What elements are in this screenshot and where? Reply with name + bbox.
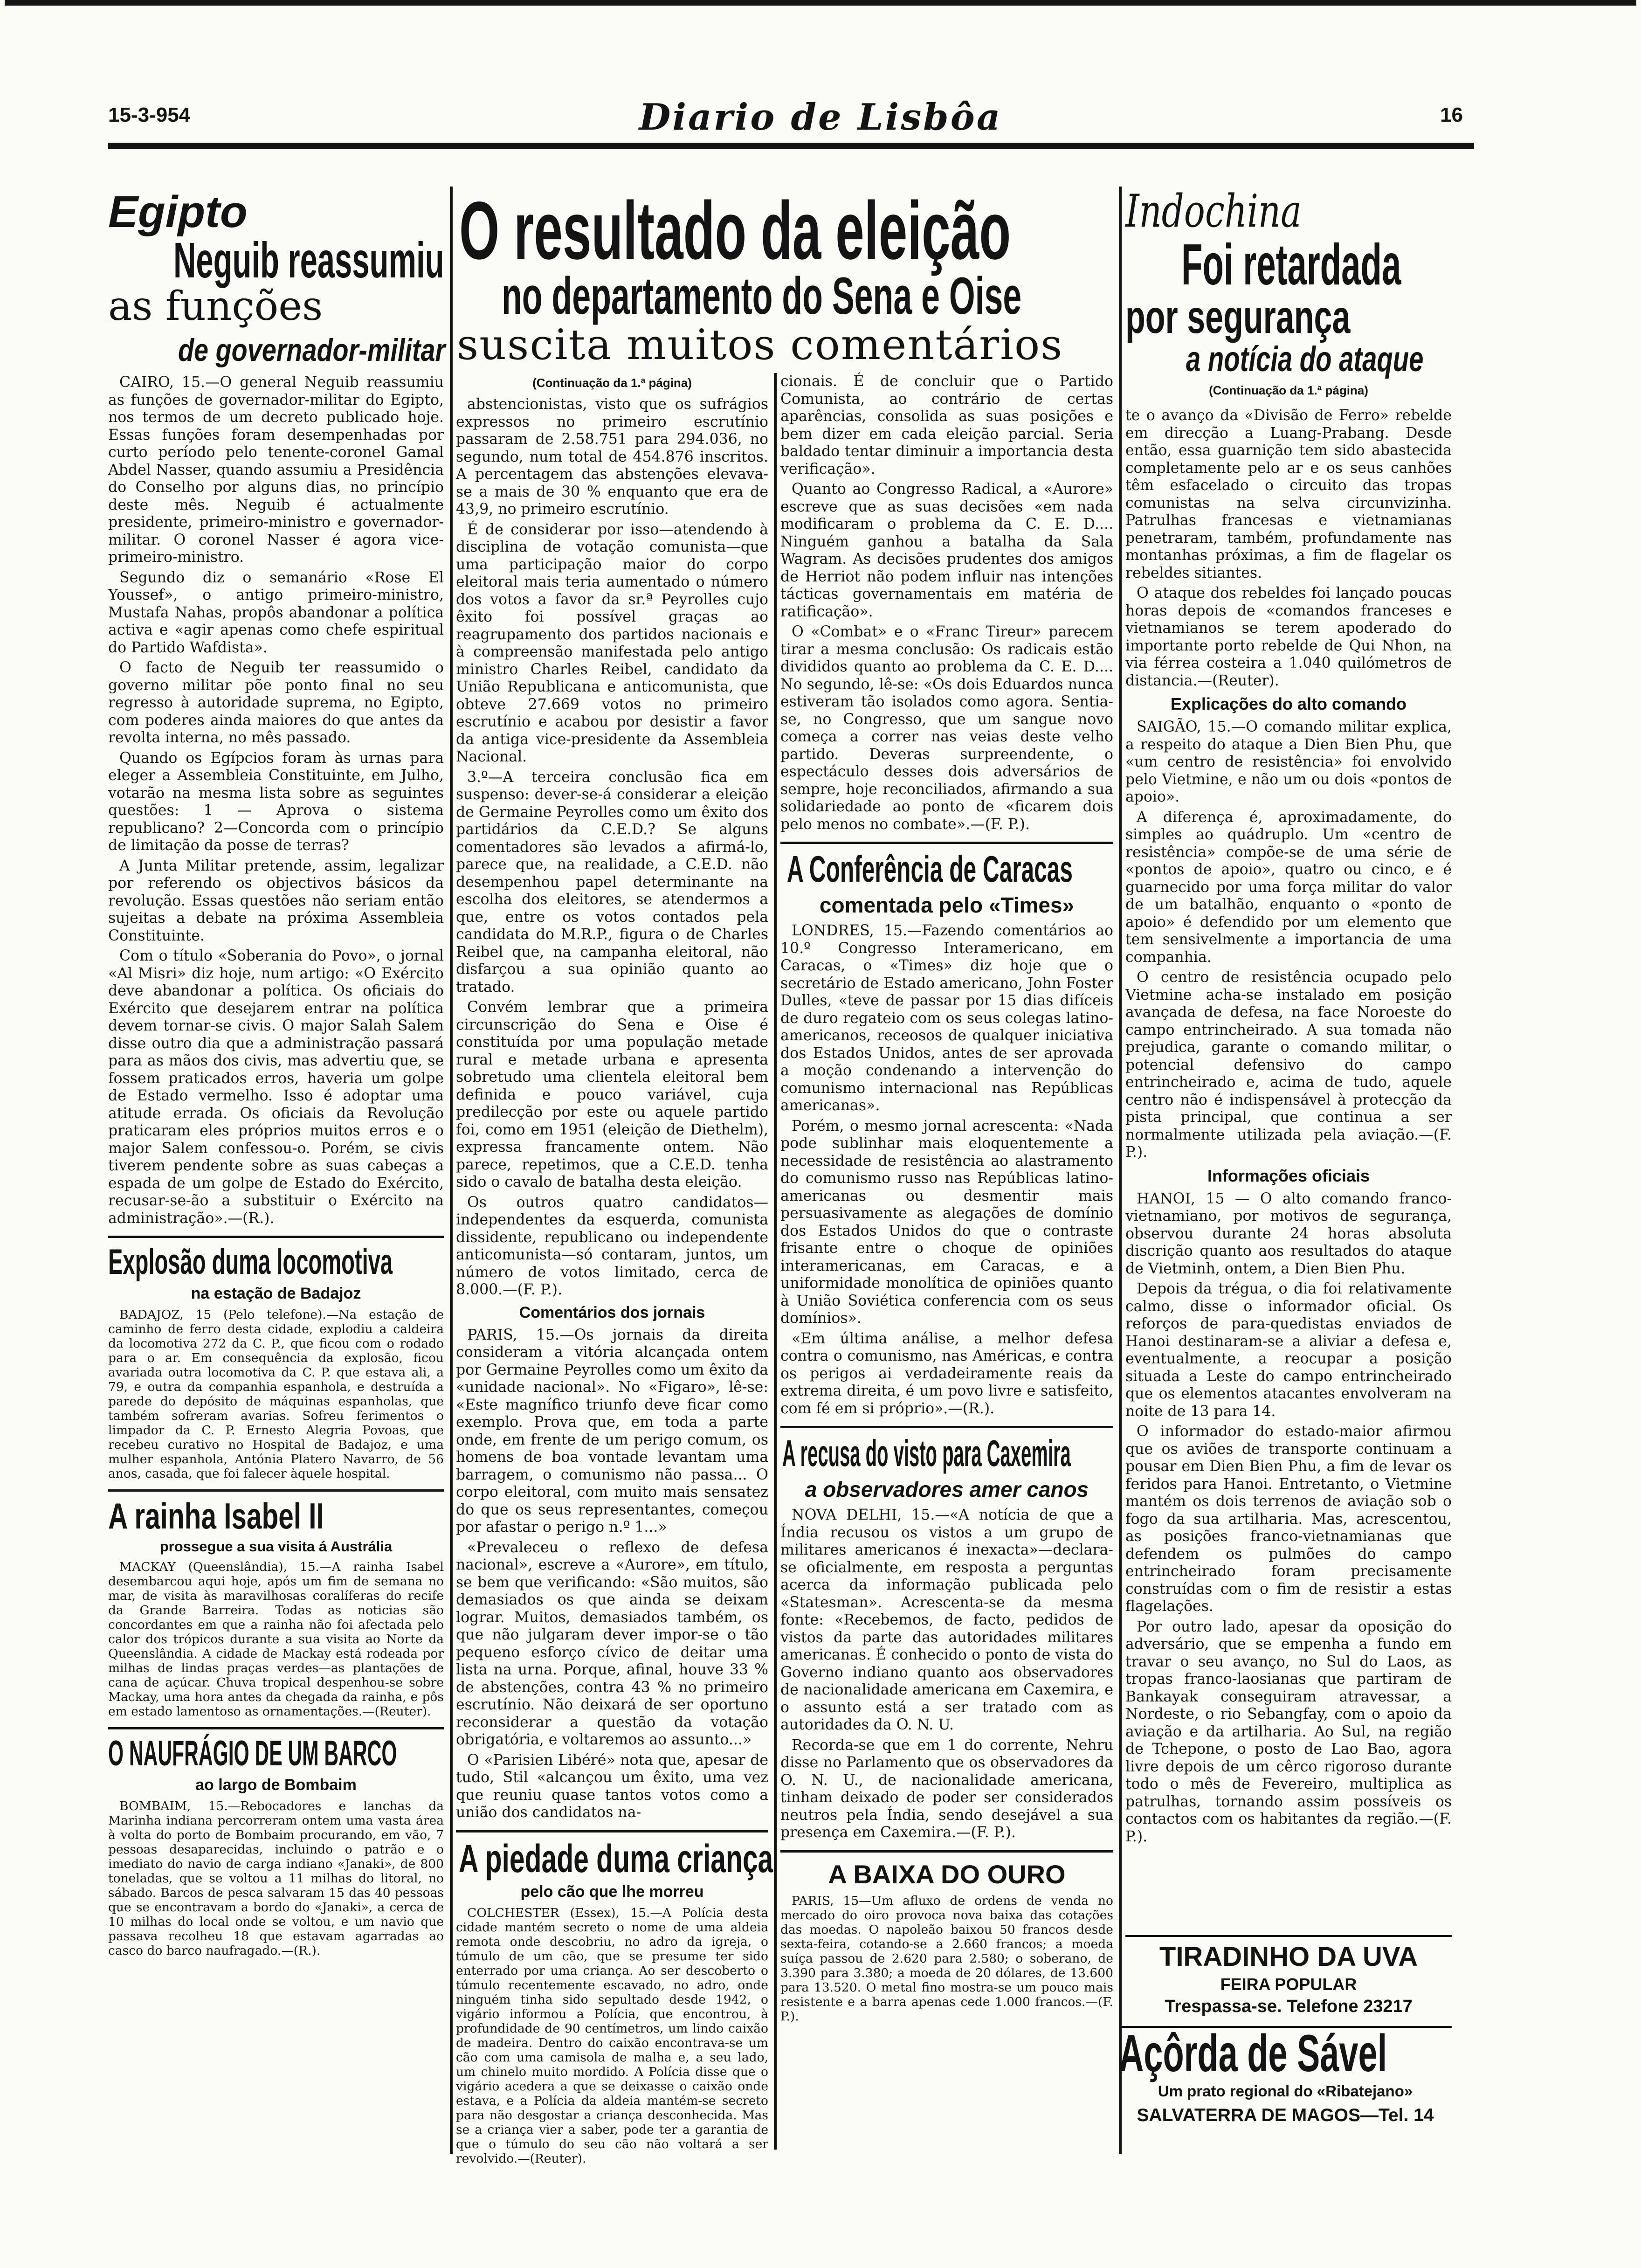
queen-text: MACKAY (Queenslândia), 15.—A rainha Isabel desembarcou aqui hoje, após um fim de semana no mar, de visita às maravilhosas coralíferas do recife da Grande Barreira. Todas as noticias são concordantes em que a rainha não foi afectada pelo calor dos trópicos durante a sua visita ao Norte da Queenslândia. A cidade de Mackay está rodeada por milhas de lindas praças verdes—as plantações de cana de açúcar. Chuva tropical despenhou-se sobre Mackay, uma hora antes da chegada da rainha, e pôs em estado lamentoso as ornamentações.—(Reuter). [108, 1560, 444, 1719]
indochina-head-1: Foi retardada [1181, 233, 1401, 297]
indochina-para: Por outro lado, apesar da oposição do adversário, que se empenha a fundo em travar o seu avanço, no Sul do Laos, as tropas franco-laosianas que partiram de Bankayak conseguiram atravessar, a Nordeste, o rio Sebangfay, com o apoio da aviação e da artilharia. Ao Sul, na região de Tchepone, o posto de Lao Bao, agora livre depois de um cêrco rigoroso durante todo o mês de Fevereiro, multiplica as patrulhas, tornando assim possíveis os contactos com os habitantes da região.—(F. P.). [1125, 1618, 1452, 1845]
caracas-headline: A Conferência de Caracas [787, 848, 1073, 890]
continuation-note: (Continuação da 1.ª página) [1209, 383, 1368, 397]
center-right-column [780, 373, 1113, 2150]
egypt-para: Com o título «Soberania do Povo», o jornal «Al Misri» diz hoje, num artigo: «O Exército deve abandonar a política. Os oficiais do Exército que desejarem entrar na política devem tornar-se civis. O major Salah Salem disse outro dia que a administração passará para as mãos dos civis, mas advertiu que, se fossem praticados erros, haveria um golpe de Estado vermelho. Isso é adoptar uma atitude errada. Os oficiais da Revolução praticaram eles próprios muitos erros e o major Salem confessou-o. Porém, se civis tiverem pendente sobre as suas cabeças a espada de um golpe de Estado do Exército, recusar-se-ão a substituir o Exército na administração».—(R.). [108, 947, 444, 1227]
divider [456, 1830, 768, 1832]
indochina-head-2: por segurança [1125, 291, 1351, 343]
egypt-kicker: Egipto [108, 187, 248, 237]
caracas-para: LONDRES, 15.—Fazendo comentários ao 10.º Congresso Interamericano, em Caracas, o «Times» diz hoje que o secretário de Estado americano, John Foster Dulles, «teve de passar por 15 dias difíceis de duro regateio com os seus colegas latino-americanos, receosos de qualquer iniciativa dos Estados Unidos, antes de ser aprovada a moção condenando a intervenção do comunismo internacional nas Repúblicas americanas». [780, 922, 1113, 1114]
election-para: abstencionistas, visto que os sufrágios expressos no primeiro escrutínio passaram de 2.58.751 para 294.036, no segundo, num total de 454.876 inscritos. A percentagem das abstenções elevava-se a mais de 30 % enquanto que era de 43,9, no primeiro escrutínio. [456, 396, 768, 518]
indochina-para: O ataque dos rebeldes foi lançado poucas horas depois de «comandos franceses e vietnamianos se terem apoderado do importante porto rebelde de Qui Nhon, na via férrea costeira a 1.040 quilómetros de distancia.—(Reuter). [1125, 585, 1452, 689]
indochina-para: O informador do estado-maior afirmou que os aviões de transporte continuam a pousar em Dien Bien Phu, a fim de levar os feridos para Hanoi. Entretanto, o Vietmine mantém os dois terrenos de aviação sob o fogo da sua artilharia. Mas, acrescentou, as posições franco-vietnamianas que defendem os pulmões do campo entrincheirado foram precisamente construídas com o fim de resistir a estas flagelações. [1125, 1423, 1452, 1615]
egypt-head-1: Neguib reassumiu [173, 232, 444, 288]
election-head-1: O resultado da eleição [459, 185, 1011, 277]
queen-subhead: prossegue a sua visita á Austrália [159, 1538, 393, 1555]
explosion-subhead: na estação de Badajoz [191, 1285, 361, 1302]
divider [108, 1236, 444, 1238]
column-rule-1 [450, 187, 453, 2154]
ship-subhead: ao largo de Bombaim [195, 1776, 357, 1794]
indochina-para: A diferença é, aproximadamente, do simples ao quádruplo. Um «centro de resistência» compõe-se de uma série de «pontos de apoio», quatro ou cinco, e é guarnecido por uma força militar do valor de um batalhão, enquanto o «ponto de apoio» é defendido por um elemento que tem sensivelmente a importancia de uma companhia. [1125, 809, 1452, 966]
explanations-subhead: Explicações do alto comando [1170, 694, 1407, 713]
indochina-para: Depois da trégua, o dia foi relativamente calmo, disse o informador oficial. Os reforços de para-quedistas enviados de Hanoi destinaram-se a aliviar a defesa e, eventualmente, a reocupar a posição situada a Leste do campo entrincheirado que os elementos atacantes envolveram na noite de 13 para 14. [1125, 1280, 1452, 1420]
election-para: Os outros quatro candidatos—independentes da esquerda, comunista dissidente, republicano ou independente anticomunista—só contaram, juntos, um número de votos limitado, cerca de 8.000.—(F. P.). [456, 1194, 768, 1298]
header-rule [108, 143, 1474, 149]
ad-tiradinho-line: Trespassa-se. Telefone 23217 [1165, 1997, 1413, 2016]
election-head-3: suscita muitos comentários [457, 320, 1063, 369]
page-number: 16 [1440, 104, 1463, 126]
election-para: Quanto ao Congresso Radical, a «Aurore» escreve que as suas decisões «em nada modificaram o problema da C. E. D.... Ninguém ganhou a batalha da Sala Wagram. As decisões prudentes dos amigos de Herriot não podem influir nas intenções tácticas governamentais em matéria de ratificação». [780, 481, 1113, 620]
newspapers-subhead: Comentários dos jornais [519, 1303, 705, 1321]
divider [780, 1426, 1113, 1428]
ad-tiradinho-title: TIRADINHO DA UVA [1159, 1942, 1418, 1972]
ad-acorda-sub: Um prato regional do «Ribatejano» [1158, 2082, 1413, 2100]
ad-acorda-line: SALVATERRA DE MAGOS—Tel. 14 [1137, 2105, 1434, 2125]
ad-tiradinho-sub: FEIRA POPULAR [1220, 1975, 1357, 1994]
continuation-note: (Continuação da 1.ª página) [532, 376, 692, 390]
divider [108, 1489, 444, 1492]
visa-subhead: a observadores amer canos [805, 1477, 1089, 1501]
gold-headline: A BAIXA DO OURO [828, 1859, 1066, 1889]
divider [780, 1850, 1113, 1853]
center-left-column [456, 373, 773, 2166]
election-para: É de considerar por isso—atendendo à disciplina de votação comunista—que uma participação maior do corpo eleitoral mais teria aumentado o número dos votos a favor da sr.ª Peyrolles cujo êxito foi possível graças ao reagrupamento dos partidos nacionais e à compreensão manifestada pelo antigo ministro Charles Reibel, candidato da União Republicana e anticomunista, que obteve 27.669 votos no primeiro escrutínio e acabou por desistir a favor da antiga vice-presidente da Assembleia Nacional. [456, 521, 768, 765]
right-column [1125, 187, 1452, 2154]
ad-tiradinho [1125, 1935, 1452, 2026]
ship-text: BOMBAIM, 15.—Rebocadores e lanchas da Marinha indiana percorreram ontem uma vasta área à volta do porto de Bombaim procurando, em vão, 7 pessoas desaparecidas, incluindo o patrão e o imediato do navio de carga indiano «Janaki», de 800 toneladas, que se voltou a 11 milhas do litoral, no sábado. Barcos de pesca salvaram 15 das 40 pessoas que se encontravam a bordo do «Janaki», a cerca de 10 milhas do local onde se voltou, e um navio que passava recolheu 18 que estavam agarradas ao casco do barco naufragado.—(R.). [108, 1799, 444, 1958]
gold-text: PARIS, 15—Um afluxo de ordens de venda no mercado do oiro provoca nova baixa das cotações das moedas. O napoleão baixou 50 francos desde sexta-feira, cotando-se a 2.660 francos; a moeda suíça passou de 2.620 para 2.580; o soberano, de 3.390 para 3.380; a moeda de 20 dólares, de 13.600 para 13.520. O metal fino mostra-se um pouco mais resistente e a barra apenas cede 1.000 francos.—(F. P.). [780, 1893, 1113, 2024]
column-rule-2 [774, 373, 777, 2150]
indochina-para: SAIGÃO, 15.—O comando militar explica, a respeito do ataque a Dien Bien Phu, que «um centro de resistência» foi envolvido pelo Vietmine, e não um ou dois «pontos de apoio». [1125, 719, 1452, 805]
ad-acorda [1119, 2026, 1452, 2151]
election-para: O «Parisien Libéré» nota que, apesar de tudo, Stil «alcançou um êxito, uma vez que reuniu quase tantos votos como a união dos candidatos na- [456, 1751, 768, 1821]
indochina-head-3: a notícia do ataque [1186, 339, 1424, 379]
child-headline: A piedade duma criança [459, 1836, 773, 1881]
official-info-subhead: Informações oficiais [1207, 1166, 1370, 1185]
visa-para: NOVA DELHI, 15.—«A notícia de que a Índia recusou os vistos a um grupo de militares americanos é inexacta»—declara-se oficialmente, em resposta a perguntas acerca da informação publicada pelo «Statesman». Acrescenta-se da mesma fonte: «Recebemos, de facto, pedidos de vistos da parte das autoridades militares americanas. É conhecido o ponto de vista do Governo indiano quanto aos observadores de nacionalidade americana em Caxemira, e o assunto está a ser tratado com as autoridades da O. N. U. [780, 1507, 1113, 1733]
egypt-head-2: as funções [108, 283, 323, 330]
divider [780, 842, 1113, 844]
top-rule [5, 0, 1636, 6]
egypt-head-3: de governador-militar [178, 332, 446, 368]
visa-para: Recorda-se que em 1 do corrente, Nehru disse no Parlamento que os observadores da O. N. U., de nacionalidade americana, tinham deixado de poder ser considerados neutros pela Índia, sendo desejável a sua presença em Caxemira.—(F. P.). [780, 1736, 1113, 1841]
column-rule-3 [1119, 187, 1122, 2154]
egypt-para: A Junta Militar pretende, assim, legalizar por referendo os objectivos básicos da revolução. Essas questões não seriam então sujeitas a debate na próxima Assembleia Constituinte. [108, 857, 444, 944]
queen-headline: A rainha Isabel II [108, 1495, 324, 1536]
explosion-text: BADAJOZ, 15 (Pelo telefone).—Na estação de caminho de ferro desta cidade, explodiu a caldeira da locomotiva 272 da C. P., que ficou com o rodado para o ar. Em consequência da explosão, ficou avariada outra locomotiva da C. P. que estava ali, a 79, e outra da companhia espanhola, e destruída a parede do depósito de máquinas espanholas, que também sofreram avarias. Sofreu ferimentos o limpador da C. P. Ernesto Alegria Povoas, que recebeu curativo no Hospital de Badajoz, e uma mulher espanhola, Antónia Platero Navarro, de 56 anos, casada, que foi falecer àquele hospital. [108, 1307, 444, 1481]
indochina-para: te o avanço da «Divisão de Ferro» rebelde em direcção a Luang-Prabang. Desde então, essa guarnição tem sido abastecida completamente pelo ar e os seus canhões têm esfacelado o circuito das tropas comunistas na selva circunvizinha. Patrulhas francesas e vietnamianas penetraram, também, profundamente nas montanhas próximas, a fim de flagelar os rebeldes sitiantes. [1125, 407, 1452, 581]
election-para: O «Combat» e o «Franc Tireur» parecem tirar a mesma conclusão: Os radicais estão divididos quanto ao problema da C. E. D.... No segundo, lê-se: «Os dois Eduardos nunca estiveram tão isolados como agora. Sentia-se, no Congresso, que um sangue novo começa a correr nas veias deste velho partido. Deveras surpreendente, o espectáculo desses dois adversários de sempre, hoje reconciliados, afirmando a sua solidariedade ao ponto de «ficarem dois pelo menos no combate».—(F. P.). [780, 623, 1113, 833]
issue-date: 15-3-954 [108, 104, 191, 126]
election-para: Convém lembrar que a primeira circunscrição do Sena e Oise é constituída por uma população metade rural e metade urbana e apresenta sobretudo uma clientela eleitoral bem definida e pouco variável, cuja predilecção por este ou aquele partido foi, como em 1951 (eleição de Diethelm), expressa francamente ontem. Não parece, repetimos, que a C.E.D. tenha sido o cavalo de batalha desta eleição. [456, 999, 768, 1190]
election-head-2: no departamento do Sena e Oise [502, 267, 1022, 325]
egypt-para: CAIRO, 15.—O general Neguib reassumiu as funções de governador-militar do Egipto, nos termos de um decreto publicado hoje. Essas funções foram desempenhadas por curto período pelo tenente-coronel Gamal Abdel Nasser, quando assumiu a Presidência do Conselho por alguns dias, no princípio deste mês. Neguib é actualmente presidente, primeiro-ministro e governador-militar. O coronel Nasser é agora vice-primeiro-ministro. [108, 374, 444, 566]
caracas-para: Porém, o mesmo jornal acrescenta: «Nada pode sublinhar mais eloquentemente a necessidade de resistência ao alastramento do comunismo russo nas Repúblicas latino-americanas ou desmentir mais persuasivamente as alegações de domínio dos Estados Unidos do que o contraste frisante entre o choque de opiniões interamericanas, em Caracas, e a uniformidade monolítica de opiniões quanto à União Soviética conferencia com os seus domínios». [780, 1117, 1113, 1327]
indochina-para: HANOI, 15 — O alto comando franco-vietnamiano, por motivos de segurança, observou durante 24 horas absoluta discrição quanto aos resultados do ataque de Vietminh, ontem, a Dien Bien Phu. [1125, 1190, 1452, 1277]
explosion-headline: Explosão duma locomotiva [108, 1242, 393, 1282]
child-text: COLCHESTER (Essex), 15.—A Polícia desta cidade mantém secreto o nome de uma aldeia remota onde descobriu, no adro da igreja, o túmulo de um cão, que se presume ter sido enterrado por uma criança. Ao ser descoberto o túmulo recentemente escavado, no adro, onde ninguém tinha sido sepultado desde 1942, o vigário informou a Polícia, que encontrou, à profundidade de 90 centímetros, um lindo caixão de madeira. Dentro do caixão encontrava-se um cão com uma camisola de malha e, a seu lado, um chinelo muito mordido. A Polícia disse que o vigário acedera a que se deixasse o caixão onde estava, e a Polícia da aldeia mantém-se secreto para não desgostar a criança desconhecida. Mas se a criança vier a saber, pode ter a garantia de que o túmulo do seu cão não voltará a ser revolvido.—(Reuter). [456, 1905, 768, 2166]
indochina-kicker: Indochina [1125, 185, 1302, 237]
child-subhead: pelo cão que lhe morreu [520, 1882, 704, 1901]
caracas-para: «Em última análise, a melhor defesa contra o comunismo, nas Américas, e contra os perigos ai verdadeiramente reais da extrema direita, é um povo livre e satisfeito, com fé em si próprio».—(R.). [780, 1330, 1113, 1417]
masthead: Diario de Lisbôa [639, 96, 1002, 138]
egypt-para: Quando os Egípcios foram às urnas para eleger a Assembleia Constituinte, em Julho, votarão na mesma lista sobre as seguintes questões: 1 — Aprova o sistema republicano? 2—Concorda com o princípio de limitação da posse de terras? [108, 749, 444, 854]
divider [108, 1727, 444, 1729]
visa-headline: A recusa do visto para Caxemira [782, 1432, 1071, 1474]
left-column [108, 187, 444, 2154]
ship-headline: O NAUFRÁGIO DE UM BARCO [108, 1734, 397, 1773]
caracas-subhead: comentada pelo «Times» [819, 893, 1075, 917]
election-para: cionais. É de concluir que o Partido Comunista, ao contrário de certas aparências, consolida as suas posições e bem dizer em cada eleição parcial. Seria baldado tentar diminuir a importancia desta verificação». [780, 373, 1113, 477]
election-para: 3.º—A terceira conclusão fica em suspenso: dever-se-á considerar a eleição de Germaine Peyrolles como um êxito dos partidários da C.E.D.? Se alguns comentadores são levados a afirmá-lo, parece que, na realidade, a C.E.D. não desempenhou papel determinante na escolha dos eleitores, se atendermos a que, entre os votos contados pela candidata do M.R.P., figura o de Charles Reibel que, na campanha eleitoral, não disfarçou a sua opinião quanto ao tratado. [456, 768, 768, 996]
ad-acorda-title: Açôrda de Sável [1119, 2024, 1387, 2082]
indochina-para: O centro de resistência ocupado pelo Vietmine acha-se instalado em posição avançada de defesa, na face Noroeste do campo entrincheirado. A sua tomada não prejudica, garante o comando militar, o potencial defensivo do campo entrincheirado e, acima de tudo, aquele centro não é indispensável à protecção da pista principal, que continua a ser normalmente utilizada pela aviação.—(F. P.). [1125, 969, 1452, 1161]
egypt-para: Segundo diz o semanário «Rose El Youssef», o antigo primeiro-ministro, Mustafa Nahas, propôs abandonar a política activa e «agir apenas como chefe espiritual do Partido Wafdista». [108, 569, 444, 656]
election-para: «Prevaleceu o reflexo de defesa nacional», escreve a «Aurore», em título, se bem que verificando: «São muitos, são demasiados os que ainda se deixam lograr. Muitos, demasiados também, os que não julgaram dever impor-se o tão pequeno esforço cívico de deitar uma lista na urna. Porque, afinal, houve 33 % de abstenções, contra 43 % no primeiro escrutínio. Não deixará de ser oportuno reconsiderar a questão da votação obrigatória, e voltaremos ao assunto...» [456, 1539, 768, 1748]
egypt-para: O facto de Neguib ter reassumido o governo militar põe ponto final no seu regresso à autoridade suprema, no Egipto, com poderes ainda maiores do que antes da revolta interna, no mês passado. [108, 659, 444, 746]
election-para: PARIS, 15.—Os jornais da direita consideram a vitória alcançada ontem por Germaine Peyrolles como um êxito da «unidade nacional». No «Figaro», lê-se: «Este magnífico triunfo deve ficar como exemplo. Prova que, em toda a parte onde, em frente de um perigo comum, os homens de boa vontade levantam uma barragem, o comunismo não passa... O corpo eleitoral, com muito mais sensatez do que os seus representantes, começou por afastar o perigo n.º 1...» [456, 1326, 768, 1535]
